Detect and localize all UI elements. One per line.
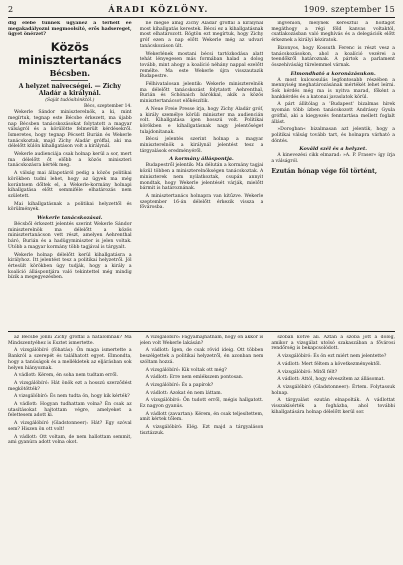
- paragraph: A vádlott (zavartan): Kérem, én csak teljesítettem, amit kértek tőlem.: [139, 411, 264, 423]
- paragraph: az Bécsbe jönni Zichy gróffal a hatalomnak? Ma Mindszentyéhez is Esztet ismertette.: [8, 335, 132, 346]
- issue-date: 1909. szeptember 15: [303, 5, 395, 14]
- paragraph: ingvenion, melynek keresztül a holtágot megáthogy a régi föld kanvas voltaktól, csatlakozásban való meghívás és a delegációk előtt érkeznek a királyi kéziratok.: [271, 21, 395, 44]
- section-heading: Kováld szél és a helyzet.: [299, 146, 368, 153]
- paragraph: A minisztertanács holnapra van kitűzve. Wekerle szeptember 16-án délelőtt érkezik vissza a fővárosba.: [139, 193, 264, 211]
- paragraph: A vizsgálóbíró (Gladstonneer): Hát? Egy szóval sem? Hiszen ön ott volt!: [8, 421, 132, 432]
- paragraph: A vizsgálóbíró: És ön ezt miért nem jelentette?: [277, 354, 387, 360]
- paragraph: A vizsgálóbíró: Elég. Ezt majd a tárgyaláson tisztázzuk.: [139, 425, 264, 436]
- paragraph: A vizsgálóbíró: Ön tudott erről, mégis hallgatott. Ez nagyon gyanús.: [139, 398, 264, 410]
- paragraph: A vizsgálóbíró: Kik voltak ott még?: [145, 367, 227, 373]
- section-divider: [8, 331, 395, 332]
- lower-columns: [8, 335, 395, 563]
- paragraph: Wekerle audienciája csak holnap kerül a sor, mert ma délelőtt őt előbb a közös miniszteri tanácskozásra kérték meg.: [8, 152, 132, 169]
- paragraph: A Neue Freie Presse írja, hogy Zichy Aladár gróf, a király személye körüli miniszter ma audiencián volt. Kihallgatása igen hosszú volt. Politikai körökben e kihallgatásnak nagy jelentőséget tulajdonítanak.: [139, 106, 264, 135]
- paragraph: A vádlott: Erre nem emlékszem pontosan.: [145, 375, 244, 381]
- column-2: [140, 21, 264, 329]
- paragraph: A vádlott: Kérem, én soha nem tudtam erről.: [14, 373, 119, 379]
- paragraph: A vádlott: Igen, de csak rövid ideig. Ott többen beszélgettek a politikai helyzetről, én azonban nem szóltam hozzá.: [139, 348, 264, 365]
- divider: [51, 80, 88, 81]
- paragraph: A vádlott: Mert féltem a következményektől.: [277, 361, 382, 367]
- paragraph: Bécsi jelentés szerint holnap a magyar miniszterelnök a királynál jelentést tesz a tárgyalások eredményéről.: [139, 137, 264, 154]
- article-source: (Saját tudósítónktól.): [45, 98, 95, 104]
- column-4: [8, 335, 132, 563]
- paragraph: A vizsgálóbíró: És a papírok?: [145, 382, 214, 388]
- article-subhead: Bécsben.: [49, 68, 91, 79]
- article-byline: A helyzet naivecségei. — Zichy Aladár a királynál.: [18, 83, 121, 98]
- section-heading: Wekerle tanácskozásai.: [37, 215, 103, 222]
- paragraph: Wekerle holnap délelőtt kerül kihallgatásra a királyhoz. Itt jelentést tesz a politikai helyzetről. Jól értesült körökben úgy tudják, hogy a király a koalíció álláspontjára való tekintettel még mindig bízik a megegyezésben.: [8, 252, 132, 281]
- paragraph: Bécsből érkezett jelentés szerint Wekerle Sándor miniszterelnök ma délelőtt a közös minisztertanácson vett részt, amelyen Aehrenthal báró, Burián és a hadügyminiszter is jelen voltak. Utóbb a magyar kormány több tagjával is tárgyalt.: [8, 222, 132, 250]
- paragraph: Félhivatalosan jelentik: Wekerle miniszterelnök ma délelőtt tanácskozást folytatott Aehrenthal, Burián és Schönaich bárókkal, akik a közös minisztertanácsot előkészítik.: [139, 82, 264, 105]
- column-1: [8, 21, 132, 329]
- paragraph: A vizsgálóbíró (föhatás): Ön maga ismertette a Bankról a szerepét és találhatott egyet. Elmondta, hogy a tanúságok és a mellékletek az eljárásban sok helyen hiányoznak.: [8, 348, 132, 371]
- paragraph: Wekerle Sándor miniszterelnök, a ki, mint megírtuk, tegnap este Bécsbe érkezett, ma újabb nap Bécsben tanácskozásokat folytatott a magyar válságról és a körülötte felmerült kérdésekről. Ismeretes, hogy tegnap Pécsett Burián és Wekerle tanácskoztak, majd Zichy Aladár gróffal, aki ma délelőtt külön kihallgatáson volt a királynál.: [8, 110, 132, 150]
- upper-columns: [8, 21, 395, 329]
- page-number: 2: [8, 5, 14, 14]
- lead-paragraph: dig elébe tűnnek ugyanez a terheit ée megakadályozni megmoolsító, erős hadsereget, ügyet önérzet?: [8, 21, 132, 38]
- paragraph: A vádlott: Ott voltam, de nem hallottam semmit, ami gyanúra adott volna okot.: [8, 434, 132, 446]
- paragraph: A vádlott: Azokat én nem láttam.: [145, 390, 223, 396]
- paragraph: A kinevezési cikk elmarad: »A. P. Fraser« így írja a válságról.: [271, 153, 395, 165]
- paragraph: A tárgyalást ezután elnapolták. A vádlottat visszakísérték a fogházba, ahol további kihallgatására holnap délelőtt kerül sor.: [271, 398, 395, 415]
- paragraph: »Dorogban« bizalmasan azt jelentik, hogy a politikai válság tovább tart, és holnapra várható a döntés.: [271, 127, 395, 144]
- masthead: [8, 4, 395, 18]
- paragraph: A válság mai állapotáról pedig a közös politikai körökben tudni lehet, hogy az ügyek ma még korántsem dőltek el, a Wekerle-kormány holnapi kihallgatása előtt semmiféle elhatározás nem született.: [8, 171, 132, 199]
- paragraph: A párt állítólag a 'Budapest' bizalmas hírek nyomán több ízben tanácskozott Andrássy Gyula gróffal, aki a kiegyezés fenntartása mellett foglalt állást.: [271, 102, 395, 125]
- paragraph: A vizsgálóbíró: Fagyalhajhatnám, hogy ön akkor is jelen volt Wekerle lakásán?: [139, 335, 264, 346]
- section-heading: Elmondható a koronázásukon.: [290, 70, 376, 77]
- paragraph: ne mégse amíg Zichy Aladár gróffal a királynál most kihallgatás kerestek. Bécsi ez a kihallgatásnak most elhatározott. Rögtön ezt megírtuk, hogy Zichy gróf ezen a nap előtt Wekerle még az udvari tanácskozáson ült.: [139, 21, 264, 49]
- paragraph: A most kulcsosulás legfontosabb részében a mennyiség meghatározásának mértékét lehet leírni. Sok kérdés még ma is nyitva marad, főként a bankkérdés és a katonai javaslatok körül.: [271, 77, 395, 100]
- closing-line: Ezután hónap vége föl történt,: [271, 167, 377, 175]
- paragraph: szóban kötve ali. Aztán a szóba jött a dolog, amikor a vizsgálat utolsó szakaszában a fővárosi rendőrség is bekapcsolódott.: [271, 335, 395, 352]
- paragraph: A vádlott: Attól, hogy elveszítem az állásomat.: [277, 377, 385, 383]
- column-5: [140, 335, 264, 563]
- paragraph: A vizsgálóbíró (Gladstonneer): Értem. Folytassuk holnap.: [271, 384, 395, 396]
- article-headline: Közös minisztertanács: [18, 40, 122, 68]
- paper-title: ÁRADI KÖZLÖNY.: [108, 4, 209, 14]
- article-dateline: Bécs, szeptember 14.: [83, 104, 132, 110]
- paragraph: A vizsgálóbíró: Mitől félt?: [277, 369, 338, 375]
- paragraph: A vádlott: Hogyan tudhattam volna? Én csak az utasításokat hajtottam végre, amelyeket a felettesem adott ki.: [8, 402, 132, 419]
- paragraph: Budapestről jelentik: Ma délután a kormány tagjai közül többen a miniszterelnökségen tanácskoztak. A miniszterek nem nyilatkoztak, csupán annyit mondtak, hogy Wekerle jelentését várják, mielőtt bármit is határoznának.: [139, 163, 264, 192]
- paragraph: Mai kihallgatásnak a politikai helyzettől és körülmények.: [8, 201, 132, 213]
- paragraph: A vizsgálóbíró: Hát önök ezt a hosszú szerződést megkötötték?: [8, 380, 132, 392]
- column-6: [271, 335, 395, 563]
- paragraph: A vizsgálóbíró: És nem tudta ön, hogy kik kérték?: [14, 394, 130, 400]
- section-heading: A kormány álláspontja.: [169, 156, 234, 163]
- paragraph: Wekerlének mostani bécsi tartózkodása alatt tehát lényegesen más formában halad a dolog tovább, mint ahogy a koalíció néhány nappal ezelőtt remélte. Ma este Wekerle újra visszautazik Budapestre.: [139, 51, 264, 80]
- column-3: [271, 21, 395, 329]
- paragraph: Bizonyos, hogy Kossuth Ferenc is részt vesz a tanácskozásokon, ahol a koalíció vezérei a teendőkről határoznak. A pártok a parlament összehívásáig türelemmel várnak.: [271, 45, 395, 68]
